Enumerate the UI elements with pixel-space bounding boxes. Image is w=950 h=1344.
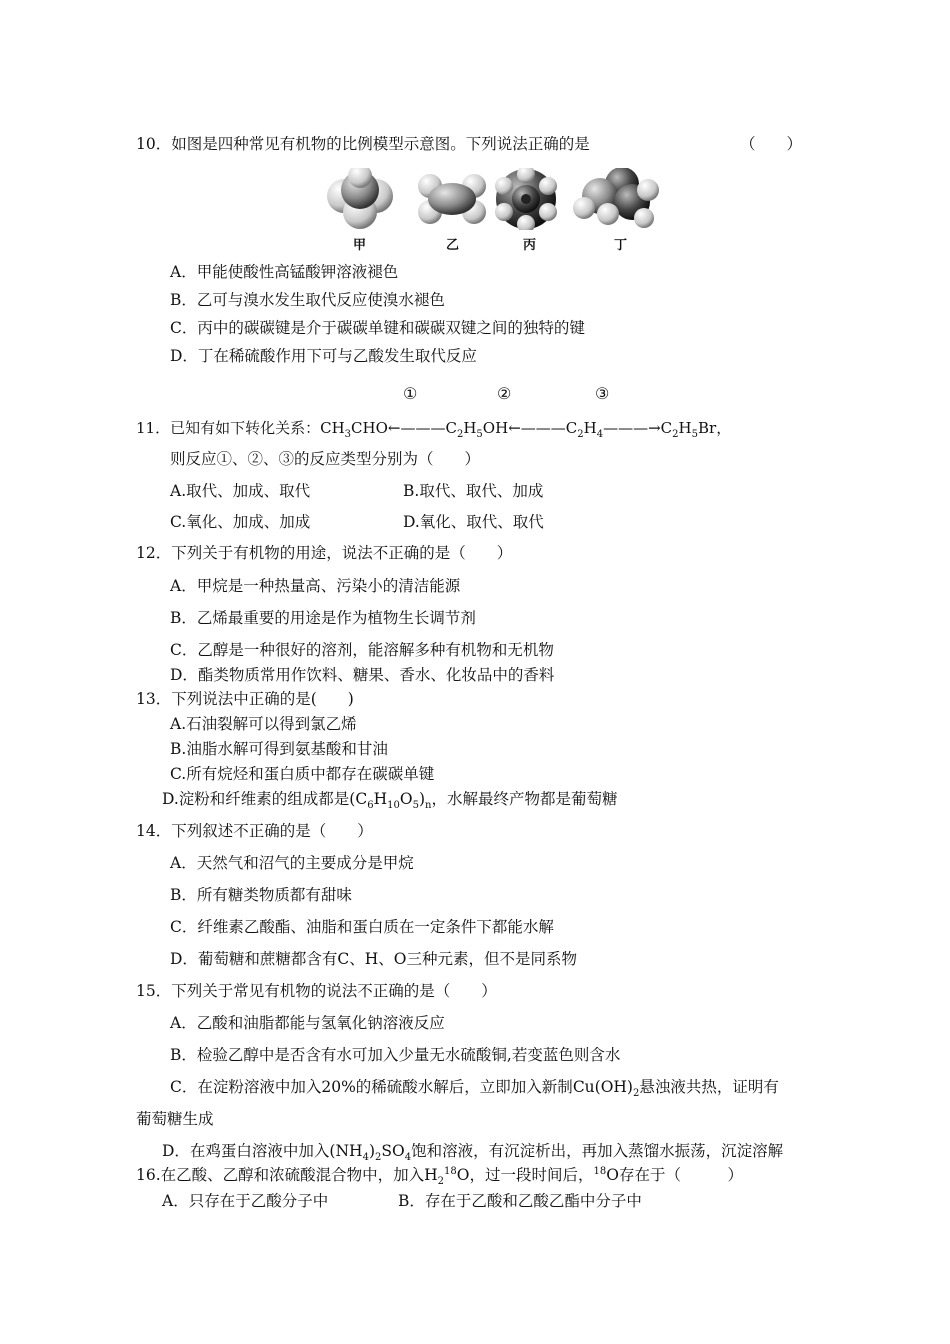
methane-model-icon (327, 168, 393, 229)
q15-option-c: C．在淀粉溶液中加入20%的稀硫酸水解后，立即加入新制$Cu(OH)_2$悬浊液共热，证明有 (170, 1078, 779, 1100)
q10-option-a: A．甲能使酸性高锰酸钾溶液褪色 (170, 263, 399, 281)
ethanol-model-icon (573, 168, 659, 228)
q14-option-d: D．葡萄糖和蔗糖都含有C、H、O三种元素，但不是同系物 (170, 950, 578, 968)
reaction-mark-1: ① (403, 384, 418, 403)
q12-option-a: A．甲烷是一种热量高、污染小的清洁能源 (170, 577, 461, 595)
q10-option-b: B．乙可与溴水发生取代反应使溴水褪色 (170, 291, 445, 309)
q11-prefix: 11．已知有如下转化关系： (136, 419, 321, 437)
reaction-mark-2: ② (497, 384, 512, 403)
benzene-model-icon (495, 168, 557, 230)
q10-option-d: D．丁在稀硫酸作用下可与乙酸发生取代反应 (170, 347, 477, 365)
dash-3: ——— (603, 419, 649, 437)
q15-option-a: A．乙酸和油脂都能与氢氧化钠溶液反应 (170, 1014, 445, 1032)
q16-stem: 16.在乙酸、乙醇和浓硫酸混合物中，加入$H_2^{18}O$，过一段时间后，$^{18}$O存在于（ ） (136, 1165, 743, 1188)
q11-option-a: A.取代、加成、取代 (170, 482, 311, 500)
q12-stem: 12．下列关于有机物的用途，说法不正确的是（ ） (136, 544, 513, 562)
q14-option-a: A．天然气和沼气的主要成分是甲烷 (170, 854, 414, 872)
formula-ch3cho: $CH_3CHO$ (320, 419, 388, 440)
q14-stem: 14．下列叙述不正确的是（ ） (136, 822, 373, 840)
q15-option-c-cont: 葡萄糖生成 (136, 1110, 214, 1128)
q13-option-d: D.淀粉和纤维素的组成都是$(C_6H_{10}O_5)_n$，水解最终产物都是葡萄糖 (162, 790, 618, 812)
ethylene-model-icon (418, 174, 486, 224)
q12-option-b: B．乙烯最重要的用途是作为植物生长调节剂 (170, 609, 476, 627)
q13-option-c: C.所有烷烃和蛋白质中都存在碳碳单键 (170, 765, 435, 783)
molecule-models-figure (322, 168, 662, 230)
arrow-left-2: ← (508, 419, 521, 437)
arrow-left-1: ← (387, 419, 401, 437)
model-label-bing: 丙 (523, 238, 537, 253)
q15-option-d: D．在鸡蛋白溶液中加入$(NH_4)_2SO_4$饱和溶液，有沉淀析出，再加入蒸馏水振荡，沉淀溶解 (162, 1142, 784, 1164)
q13-option-b: B.油脂水解可得到氨基酸和甘油 (170, 740, 388, 758)
arrow-right-3: → (648, 419, 661, 437)
model-label-jia: 甲 (353, 238, 367, 253)
formula-c2h5br: $C_2H_5Br$， (660, 419, 732, 440)
model-label-yi: 乙 (446, 238, 460, 253)
q10-option-c: C．丙中的碳碳键是介于碳碳单键和碳碳双键之间的独特的键 (170, 319, 585, 337)
q14-option-b: B．所有糖类物质都有甜味 (170, 886, 352, 904)
q11-line2: 则反应①、②、③的反应类型分别为（ ） (170, 450, 481, 468)
q15-option-b: B．检验乙醇中是否含有水可加入少量无水硫酸铜,若变蓝色则含水 (170, 1046, 621, 1064)
q16-option-b: B．存在于乙酸和乙酸乙酯中分子中 (398, 1192, 642, 1210)
q11-option-d: D.氧化、取代、取代 (403, 513, 544, 531)
model-label-ding: 丁 (614, 238, 628, 253)
formula-c2h4: $C_2H_4$ (565, 419, 604, 440)
q16-option-a: A．只存在于乙酸分子中 (162, 1192, 329, 1210)
q10-stem: 10．如图是四种常见有机物的比例模型示意图。下列说法正确的是 (136, 135, 590, 153)
q11-stem (136, 418, 731, 438)
q13-stem: 13．下列说法中正确的是( ) (136, 690, 354, 708)
q13-option-a: A.石油裂解可以得到氯乙烯 (170, 715, 357, 733)
q11-option-c: C.氧化、加成、加成 (170, 513, 311, 531)
q12-option-c: C．乙醇是一种很好的溶剂，能溶解多种有机物和无机物 (170, 641, 554, 659)
dash-1: ——— (400, 419, 446, 437)
dash-2: ——— (520, 419, 566, 437)
q10-answer-paren: （ ） (740, 135, 803, 153)
q14-option-c: C．纤维素乙酸酯、油脂和蛋白质在一定条件下都能水解 (170, 918, 554, 936)
q11-option-b: B.取代、取代、加成 (403, 482, 544, 500)
formula-c2h5oh: $C_2H_5OH$ (445, 419, 509, 440)
reaction-mark-3: ③ (595, 384, 610, 403)
q12-option-d: D．酯类物质常用作饮料、糖果、香水、化妆品中的香料 (170, 666, 555, 684)
q15-stem: 15．下列关于常见有机物的说法不正确的是（ ） (136, 982, 497, 1000)
